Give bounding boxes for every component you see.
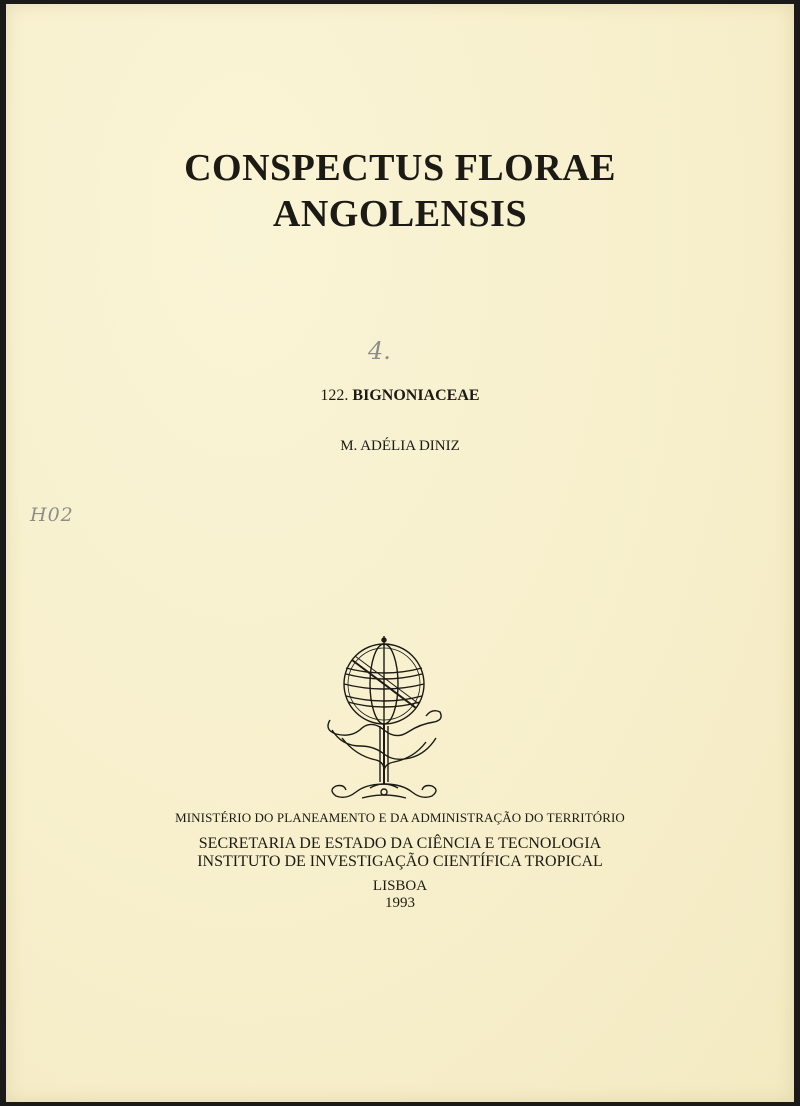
family-name: BIGNONIACEAE bbox=[352, 387, 480, 404]
publication-city: LISBOA bbox=[372, 878, 428, 894]
secretaria-line: SECRETARIA DE ESTADO DA CIÊNCIA E TECNOLOGIA bbox=[198, 835, 602, 852]
author-name: M. ADÉLIA DINIZ bbox=[340, 438, 460, 454]
title-line-1: CONSPECTUS FLORAE bbox=[184, 147, 616, 189]
family-number: 122. bbox=[320, 387, 349, 404]
handwritten-volume-mark: 4. bbox=[368, 337, 391, 365]
armillary-sphere-emblem-icon bbox=[322, 634, 446, 804]
publication-year: 1993 bbox=[385, 895, 415, 911]
ministry-line: MINISTÉRIO DO PLANEAMENTO E DA ADMINISTRAÇÃO DO TERRITÓRIO bbox=[175, 810, 625, 825]
handwritten-accession-number: H02 bbox=[30, 504, 74, 526]
instituto-line: INSTITUTO DE INVESTIGAÇÃO CIENTÍFICA TROPICAL bbox=[197, 853, 603, 870]
book-cover bbox=[6, 4, 794, 1102]
family-heading bbox=[6, 387, 794, 405]
title-line-2: ANGOLENSIS bbox=[272, 193, 528, 235]
